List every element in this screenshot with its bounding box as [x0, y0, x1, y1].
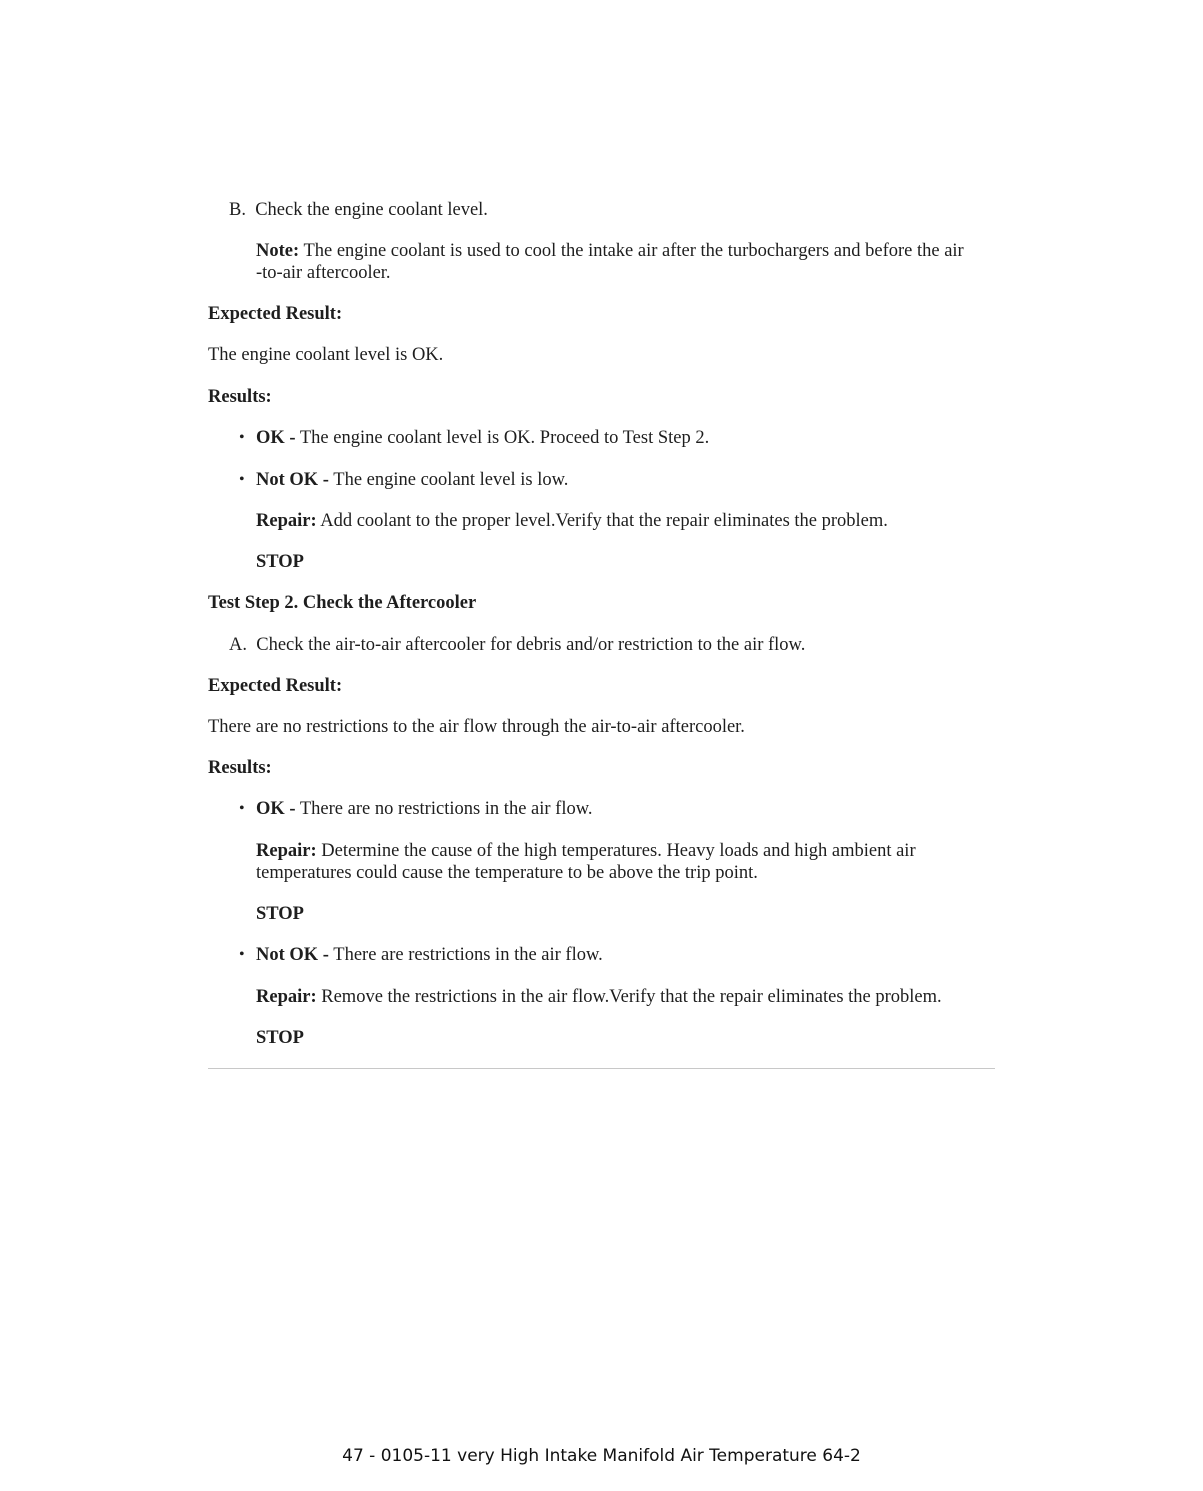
result-ok-label: OK - [256, 799, 296, 819]
results-heading: Results: [208, 758, 272, 778]
section-divider [208, 1068, 995, 1069]
repair-instruction-line-1 [256, 840, 916, 862]
item-text: Check the engine coolant level. [255, 200, 488, 220]
result-not-ok-label: Not OK - [256, 945, 329, 965]
stop-label: STOP [256, 1028, 304, 1048]
bullet-icon: • [239, 429, 245, 446]
bullet-icon: • [239, 946, 245, 963]
repair-text: Add coolant to the proper level.Verify that the repair eliminates the problem. [320, 511, 888, 531]
expected-result-text: The engine coolant level is OK. [208, 345, 444, 365]
page-footer: 47 - 0105-11 very High Intake Manifold Air Temperature 64-2 [342, 1446, 861, 1466]
result-not-ok-label: Not OK - [256, 470, 329, 490]
item-text: Check the air-to-air aftercooler for debris and/or restriction to the air flow. [256, 635, 806, 655]
result-ok-label: OK - [256, 428, 296, 448]
test-step-heading: Test Step 2. Check the Aftercooler [208, 593, 477, 613]
result-not-ok [256, 944, 603, 966]
expected-result-heading: Expected Result: [208, 676, 343, 696]
note-label: Note: [256, 241, 300, 261]
repair-label: Repair: [256, 511, 317, 531]
item-marker: A. [229, 635, 247, 655]
repair-text: Determine the cause of the high temperatures. Heavy loads and high ambient air [321, 841, 916, 861]
result-not-ok [256, 469, 568, 491]
result-ok-text: The engine coolant level is OK. Proceed to Test Step 2. [299, 428, 710, 448]
bullet-icon: • [239, 800, 245, 817]
repair-instruction-line-2: temperatures could cause the temperature to be above the trip point. [256, 863, 758, 883]
expected-result-text: There are no restrictions to the air flow through the air-to-air aftercooler. [208, 717, 745, 737]
stop-label: STOP [256, 552, 304, 572]
expected-result-heading: Expected Result: [208, 304, 343, 324]
note-line-2: -to-air aftercooler. [256, 263, 391, 283]
stop-label: STOP [256, 904, 304, 924]
result-ok-text: There are no restrictions in the air flow. [299, 799, 593, 819]
repair-label: Repair: [256, 841, 317, 861]
repair-instruction [256, 986, 942, 1008]
step-item-b [229, 199, 488, 221]
repair-text: Remove the restrictions in the air flow.Verify that the repair eliminates the problem. [321, 987, 942, 1007]
results-heading: Results: [208, 387, 272, 407]
result-ok [256, 798, 593, 820]
result-ok [256, 427, 709, 449]
result-not-ok-text: There are restrictions in the air flow. [333, 945, 603, 965]
note-line-1 [256, 240, 964, 262]
item-marker: B. [229, 200, 246, 220]
bullet-icon: • [239, 471, 245, 488]
step-item-a [229, 634, 805, 656]
repair-instruction [256, 510, 888, 532]
repair-label: Repair: [256, 987, 317, 1007]
note-text: The engine coolant is used to cool the intake air after the turbochargers and before the air [303, 241, 964, 261]
result-not-ok-text: The engine coolant level is low. [333, 470, 569, 490]
